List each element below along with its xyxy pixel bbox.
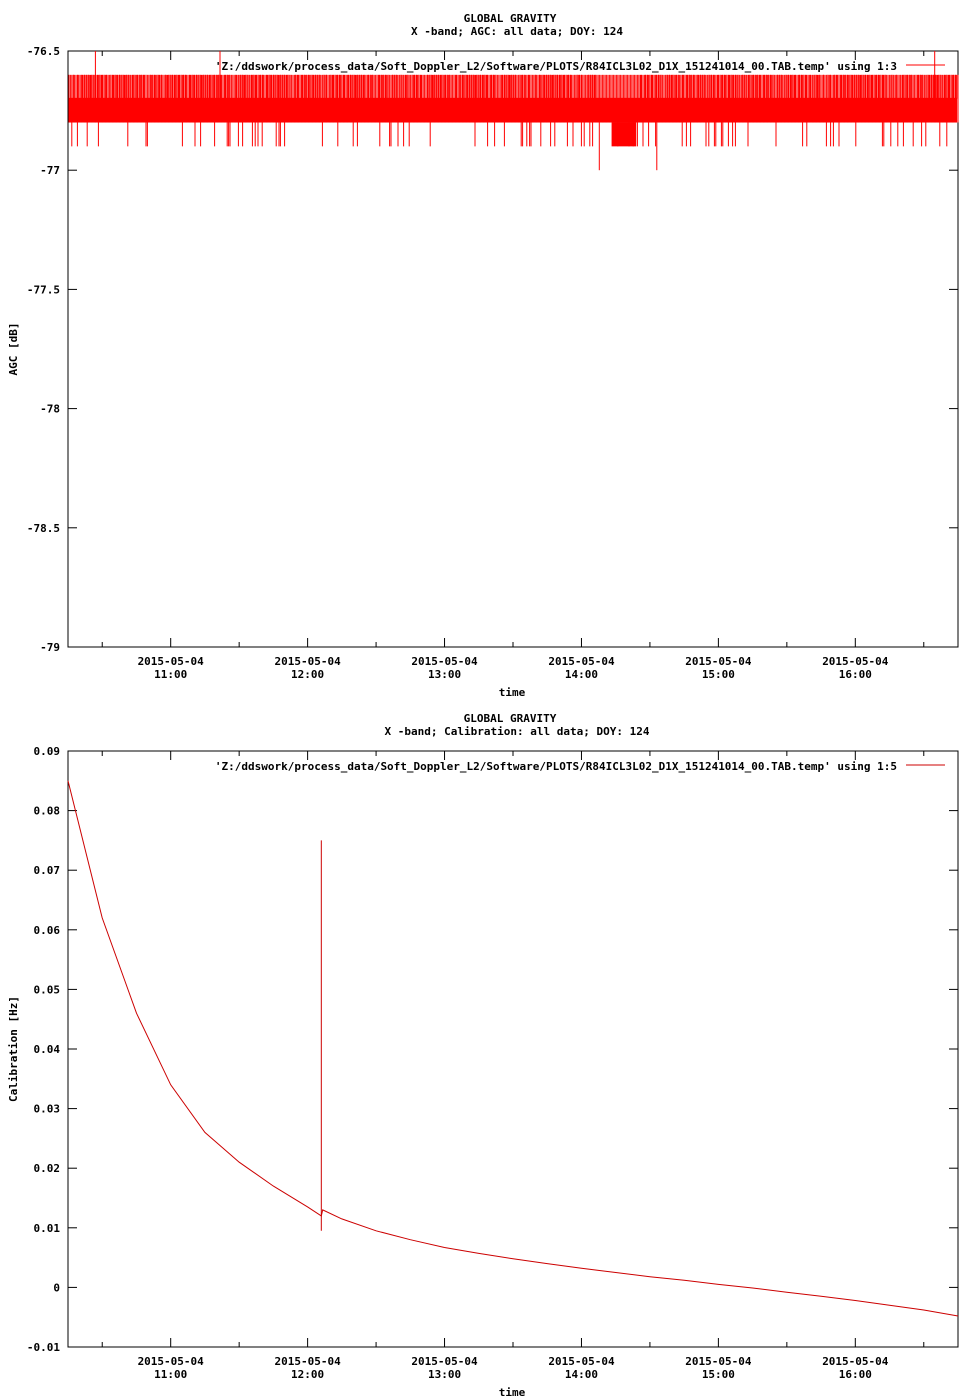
x-tick-label-date: 2015-05-04 [685,655,752,668]
x-tick-label-date: 2015-05-04 [411,655,478,668]
x-axis-label: time [498,1386,526,1399]
calibration-series-line [68,781,958,1316]
y-tick-label: 0.01 [33,1221,60,1235]
plot-frame [68,751,958,1347]
chart-subtitle: X -band; AGC: all data; DOY: 124 [411,25,623,38]
y-tick-label: 0.08 [33,804,60,818]
x-tick-label-time: 15:00 [701,1368,735,1381]
agc-low-block [612,123,637,147]
x-tick-label-date: 2015-05-04 [411,1355,478,1368]
y-tick-label: 0.06 [33,923,60,937]
x-tick-label-time: 13:00 [427,1368,462,1381]
y-tick-label: -77 [40,164,60,178]
x-tick-label-date: 2015-05-04 [137,1355,204,1368]
y-tick-label: -79 [40,641,60,654]
x-tick-label-date: 2015-05-04 [274,1355,341,1368]
y-tick-label: 0.02 [33,1162,60,1176]
x-tick-label-time: 12:00 [291,1368,325,1381]
x-tick-label-date: 2015-05-04 [274,655,341,668]
calibration-chart [0,700,980,1400]
x-axis-label: time [498,686,526,699]
legend-label: 'Z:/ddswork/process_data/Soft_Doppler_L2/Software/PLOTS/R84ICL3L02_D1X_151241014_00.TAB.temp' using 1:3 [214,60,897,73]
y-tick-label: 0.04 [33,1043,60,1056]
x-tick-label-time: 15:00 [701,668,735,681]
x-tick-label-date: 2015-05-04 [822,1355,889,1368]
x-tick-label-time: 12:00 [291,668,325,681]
y-tick-label: 0.05 [33,983,60,997]
x-tick-label-date: 2015-05-04 [685,1355,752,1368]
y-tick-label: -78.5 [26,521,60,535]
x-tick-label-time: 13:00 [427,668,462,681]
x-tick-label-date: 2015-05-04 [137,655,204,668]
chart-title: GLOBAL GRAVITY [463,12,557,25]
y-tick-label: 0 [53,1281,60,1295]
y-tick-label: 0.03 [33,1102,60,1116]
plot-frame [68,51,958,647]
x-tick-label-time: 11:00 [154,1368,188,1381]
chart-subtitle: X -band; Calibration: all data; DOY: 124 [384,725,650,738]
x-tick-label-time: 16:00 [838,1368,872,1381]
x-tick-label-time: 11:00 [154,668,188,681]
y-tick-label: 0.09 [33,745,60,758]
x-tick-label-time: 16:00 [838,668,872,681]
x-tick-label-date: 2015-05-04 [822,655,889,668]
y-tick-label: -76.5 [26,45,60,58]
y-tick-label: -78 [40,402,60,416]
x-tick-label-time: 14:00 [564,668,599,681]
y-tick-label: 0.07 [33,864,60,878]
y-tick-label: -0.01 [26,1341,60,1354]
x-tick-label-date: 2015-05-04 [548,1355,615,1368]
y-axis-label: AGC [dB] [7,322,20,376]
legend-label: 'Z:/ddswork/process_data/Soft_Doppler_L2/Software/PLOTS/R84ICL3L02_D1X_151241014_00.TAB.temp' using 1:5 [214,760,897,773]
x-tick-label-date: 2015-05-04 [548,655,615,668]
x-tick-label-time: 14:00 [564,1368,599,1381]
y-tick-label: -77.5 [26,283,60,297]
chart-title: GLOBAL GRAVITY [463,712,557,725]
y-axis-label: Calibration [Hz] [7,996,20,1102]
